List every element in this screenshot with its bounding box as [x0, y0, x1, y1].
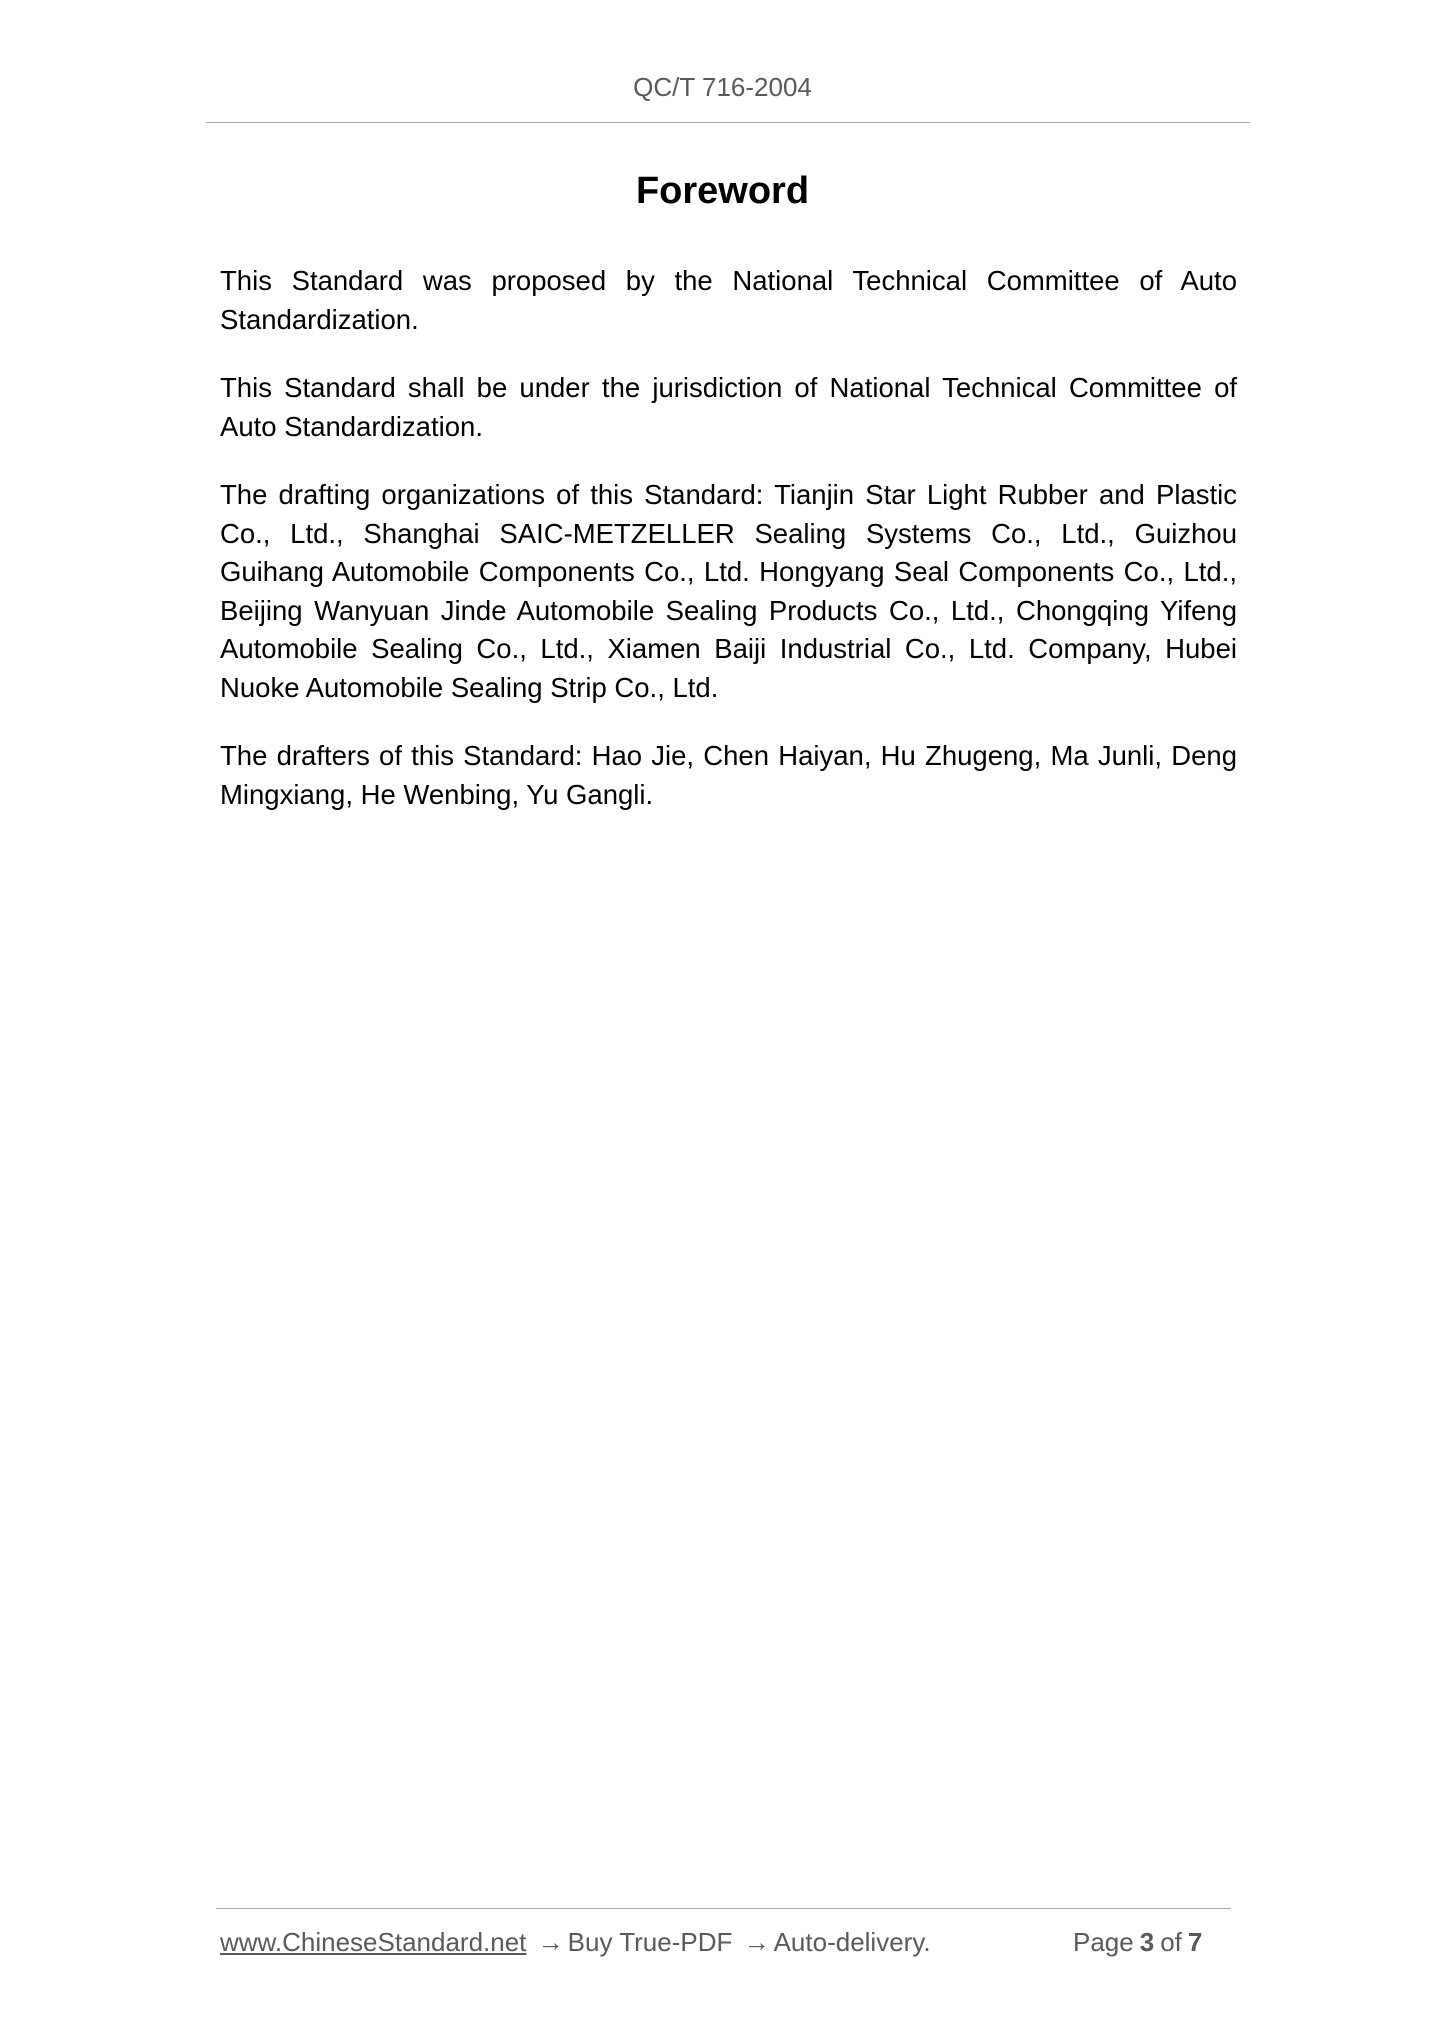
page-of-label: of — [1160, 1927, 1182, 1957]
page-number — [1073, 1927, 1208, 1958]
footer-promo — [220, 1927, 931, 1958]
footer-divider — [216, 1908, 1231, 1909]
paragraph-jurisdiction: This Standard shall be under the jurisdiction of National Technical Committee of Auto Standardization. — [220, 372, 1237, 442]
paragraph-proposed-by: This Standard was proposed by the National Technical Committee of Auto Standardization. — [220, 265, 1237, 335]
arrow-right-icon: → — [537, 1927, 564, 1957]
buy-true-pdf-text: Buy True-PDF — [567, 1927, 733, 1957]
page-current: 3 — [1139, 1927, 1155, 1957]
foreword-body — [220, 262, 1237, 844]
auto-delivery-text: Auto-delivery. — [773, 1927, 931, 1957]
paragraph-drafters: The drafters of this Standard: Hao Jie, Chen Haiyan, Hu Zhugeng, Ma Junli, Deng Mingxiang, He Wenbing, Yu Gangli. — [220, 740, 1237, 810]
website-link[interactable]: www.ChineseStandard.net — [220, 1927, 527, 1957]
arrow-right-icon: → — [743, 1927, 770, 1957]
header-document-code: QC/T 716-2004 — [633, 72, 812, 102]
page-title: Foreword — [635, 170, 810, 212]
page-total: 7 — [1187, 1927, 1203, 1957]
page-label: Page — [1073, 1927, 1134, 1957]
paragraph-drafting-organizations: The drafting organizations of this Standard: Tianjin Star Light Rubber and Plastic Co., Ltd., Shanghai SAIC-METZELLER Sealing Systems Co., Ltd., Guizhou Guihang Automobile Components Co., Ltd. Hongyang Seal Components Co., Ltd., Beijing Wanyuan Jinde Automobile Sealing Products Co., Ltd., Chongqing Yifeng Automobile Sealing Co., Ltd., Xiamen Baiji Industrial Co., Ltd. Company, Hubei Nuoke Automobile Sealing Strip Co., Ltd. — [220, 479, 1237, 703]
header-divider — [206, 122, 1250, 123]
